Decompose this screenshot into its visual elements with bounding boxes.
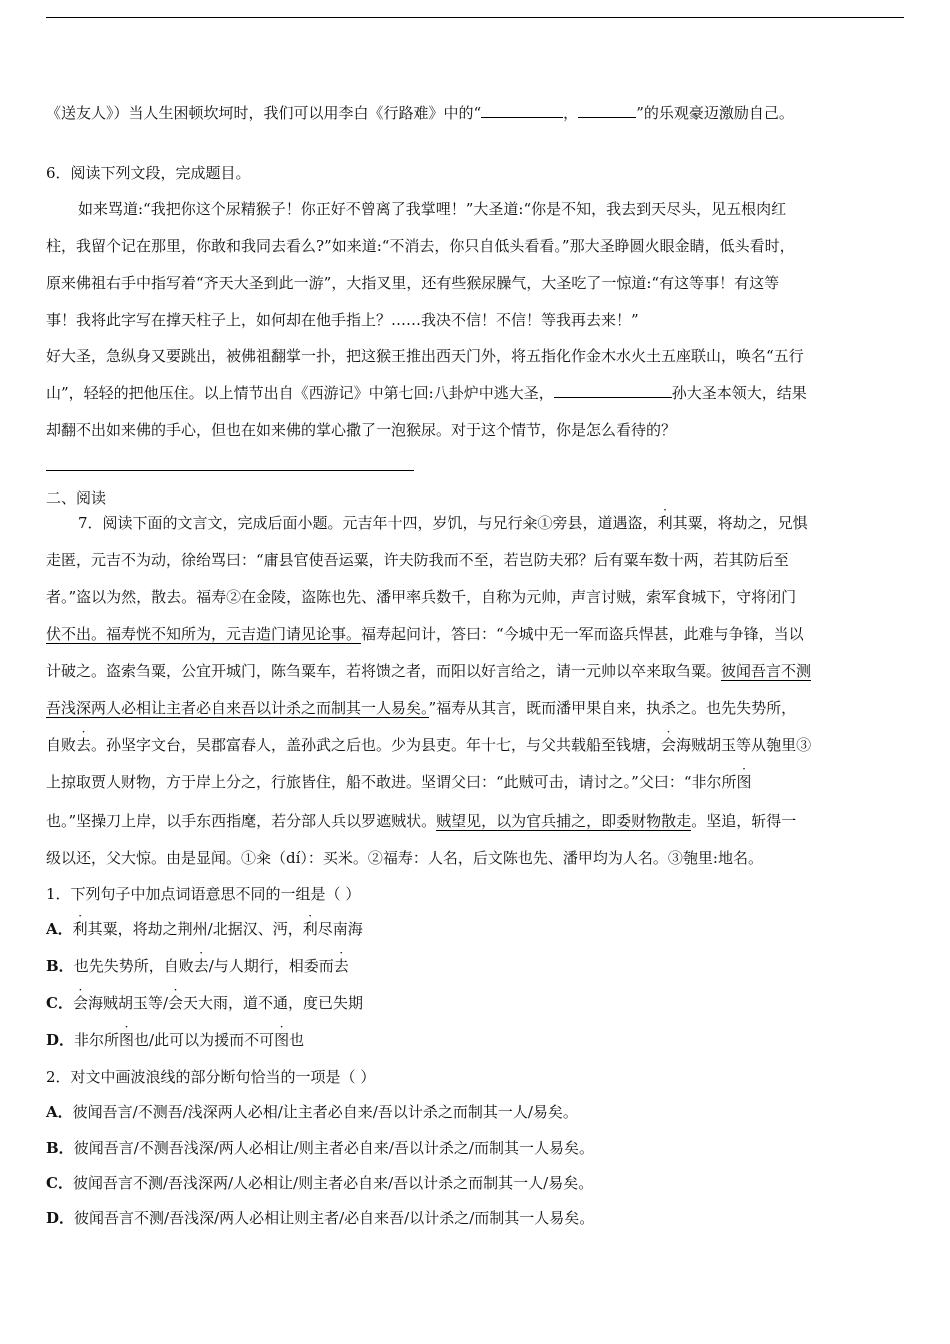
q2-option-d[interactable]: D．彼闻吾言不测/吾浅深/两人必相让则主者/必自来吾/以计杀之/而制其一人易矣。 xyxy=(46,1209,595,1227)
passage-line: 计破之。盗索刍粟，公宜开城门，陈刍粟车，若将馈之者，而阳以好言给之，请一元帅以卒来取刍粟。彼闻吾言不测 xyxy=(46,662,812,680)
passage-line: 者。”盗以为然，散去。福寿②在金陵，盗陈也先、潘甲率兵数千，自称为元帅，声言讨贼，索军食城下，守将闭门 xyxy=(46,588,797,606)
q6-passage-line: 柱，我留个记在那里，你敢和我同去看么?”如来道:“不消去，你只自低头看看。”那大圣睁圆火眼金睛，低头看时， xyxy=(46,237,795,255)
q6-title: 6．阅读下列文段，完成题目。 xyxy=(46,164,251,182)
passage-line: 自败去。孙坚字文台，吴郡富春人，盖孙武之后也。少为县吏。年十七，与父共载船至钱塘，会海贼胡玉等从匏里③ xyxy=(46,736,812,754)
passage-line: 级以还，父大惊。由是显闻。①籴（dí）：买米。②福寿：人名，后文陈也先、潘甲均为人名。③匏里:地名。 xyxy=(46,849,763,867)
section-title: 二、阅读 xyxy=(46,489,107,507)
dotted-word: 会 xyxy=(661,736,677,754)
q6-passage-line: 如来骂道:“我把你这个尿精猴子！你正好不曾离了我掌哩！”大圣道:“你是不知，我去到天尽头，见五根肉红 xyxy=(78,200,787,218)
answer-blank-2[interactable] xyxy=(578,103,636,118)
passage-line: 吾浅深两人必相让主者必自来吾以计杀之而制其一人易矣。”福寿从其言，既而潘甲果自来，执杀之。也先失势所， xyxy=(46,699,797,717)
answer-blank-1[interactable] xyxy=(481,103,563,118)
passage-line: 上掠取贾人财物，方于岸上分之，行旅皆住，船不敢进。坚谓父曰：“此贼可击，请讨之。”父曰：“非尔所图 xyxy=(46,773,752,791)
passage-line: 伏不出。福寿恍不知所为，元吉造门请见论事。福寿起问计，答曰：“今城中无一军而盗兵悍甚，此难与争锋，当以 xyxy=(46,625,804,643)
q2-option-a[interactable]: A．彼闻吾言/不测吾/浅深两人必相/让主者必自来/吾以计杀之而制其一人/易矣。 xyxy=(46,1103,578,1121)
passage-line: 走匿，元吉不为动，徐绐骂曰：“庸县官使吾运粟，许夫防我而不至，若岂防夫邪？后有粟车数十两，若其防后至 xyxy=(46,551,789,569)
q1-option-a[interactable]: A．利其粟，将劫之荆州/北据汉、沔，利尽南海 xyxy=(46,920,363,938)
q6-passage-line: 却翻不出如来佛的手心，但也在如来佛的掌心撒了一泡猴尿。对于这个情节，你是怎么看待的？ xyxy=(46,421,677,439)
q1-option-b[interactable]: B．也先失势所，自败去/与人期行，相委而去 xyxy=(46,957,349,975)
answer-line[interactable] xyxy=(46,470,414,471)
question-2-stem: 2．对文中画波浪线的部分断句恰当的一项是（ ） xyxy=(46,1068,376,1086)
q6-passage-line: 好大圣，急纵身又要跳出，被佛祖翻掌一扑，把这猴王推出西天门外，将五指化作金木水火土五座联山，唤名“五行 xyxy=(46,347,804,365)
wavy-underlined-sentence: 彼闻吾言不测 xyxy=(721,662,812,680)
q6-passage-line: 事！我将此字写在撑天柱子上，如何却在他手指上？……我决不信！不信！等我再去来！” xyxy=(46,311,639,329)
question-1-stem: 1．下列句子中加点词语意思不同的一组是（ ） xyxy=(46,885,361,903)
dotted-word: 图 xyxy=(736,773,752,791)
q5-text: 《送友人》）当人生困顿坎坷时，我们可以用李白《行路难》中的“ ， ”的乐观豪迈激励自己。 xyxy=(46,104,794,122)
q2-option-c[interactable]: C．彼闻吾言不测/吾浅深两/人必相让/则主者必自来/吾以计杀之而制其一人/易矣。 xyxy=(46,1174,594,1192)
q6-passage-line: 山”，轻轻的把他压住。以上情节出自《西游记》中第七回:八卦炉中逃大圣， 孙大圣本领大，结果 xyxy=(46,384,807,402)
dotted-word: 去 xyxy=(76,736,92,754)
q2-option-b[interactable]: B．彼闻吾言/不测吾浅深/两人必相让/则主者必自来/吾以计杀之/而制其一人易矣。 xyxy=(46,1139,594,1157)
wavy-underlined-sentence: 吾浅深两人必相让主者必自来吾以计杀之而制其一人易矣。 xyxy=(46,699,429,717)
answer-blank-3[interactable] xyxy=(554,383,672,398)
header-rule xyxy=(46,17,904,18)
dotted-word: 利 xyxy=(657,514,673,532)
q6-passage-line: 原来佛祖右手中指写着“齐天大圣到此一游”，大指叉里，还有些猴尿臊气，大圣吃了一惊道:“有这等事！有这等 xyxy=(46,274,780,292)
passage-line: 7．阅读下面的文言文，完成后面小题。元吉年十四，岁饥，与兄行籴①旁县，道遇盗，利其粟，将劫之，兄惧 xyxy=(78,514,808,532)
q1-option-d[interactable]: D．非尔所图也/此可以为援而不可图也 xyxy=(46,1031,305,1049)
underlined-sentence: 贼望见，以为官兵捕之，即委财物散走 xyxy=(436,812,692,830)
q1-option-c[interactable]: C．会海贼胡玉等/会天大雨，道不通，度已失期 xyxy=(46,994,364,1012)
underlined-sentence: 伏不出。福寿恍不知所为，元吉造门请见论事。 xyxy=(46,625,362,643)
passage-line: 也。”坚操刀上岸，以手东西指麾，若分部人兵以罗遮贼状。贼望见，以为官兵捕之，即委财物散走。坚追，斩得一 xyxy=(46,812,797,830)
